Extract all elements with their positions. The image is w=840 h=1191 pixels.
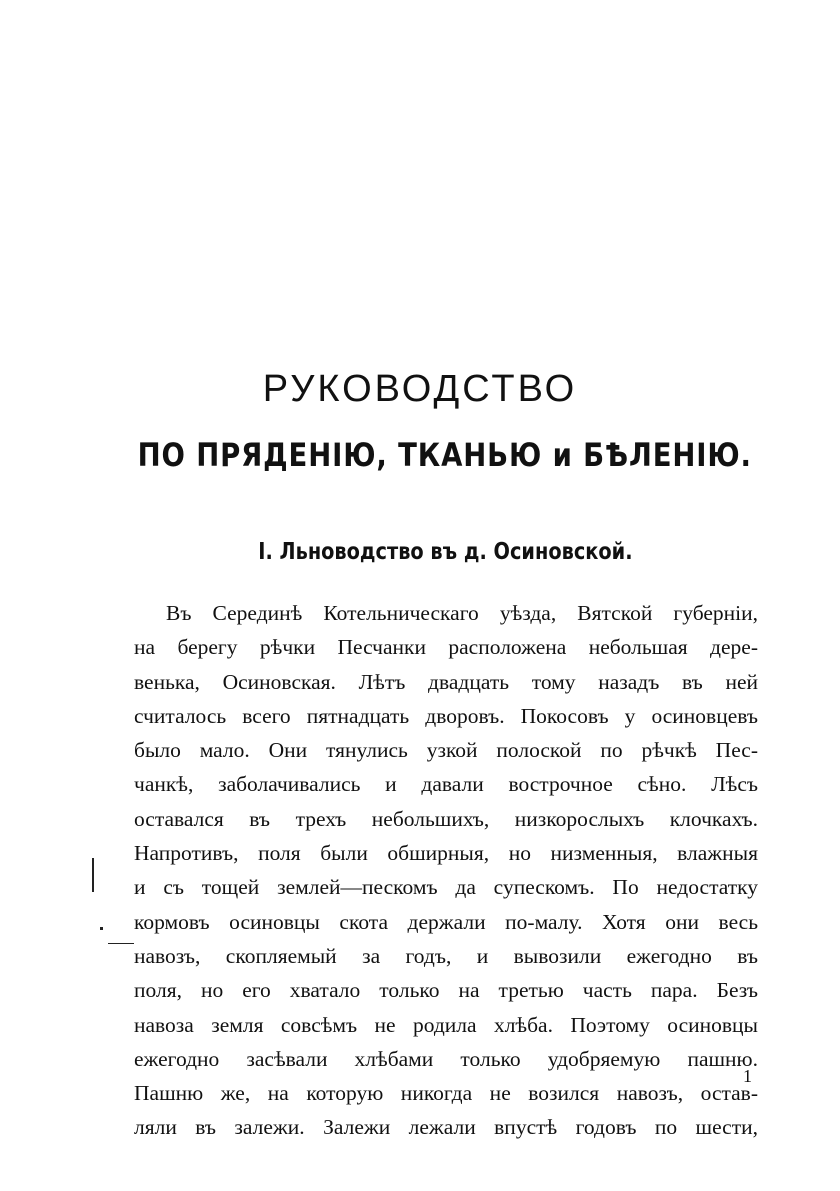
text-line: оставался въ трехъ небольшихъ, низкорослыхъ клочкахъ. [134, 806, 758, 831]
text-line: считалось всего пятнадцать дворовъ. Покосовъ у осиновцевъ [134, 703, 758, 728]
text-line: было мало. Они тянулись узкой полоской по рѣчкѣ Пес- [134, 738, 758, 763]
text-line: чанкѣ, заболачивались и давали вострочное сѣно. Лѣсъ [134, 772, 758, 797]
text-line: поля, но его хватало только на третью часть пара. Безъ [134, 978, 758, 1003]
page-subtitle: ПО ПРЯДЕНІЮ, ТКАНЬЮ и БѢЛЕНІЮ. [137, 436, 752, 474]
text-line: навоза земля совсѣмъ не родила хлѣба. Поэтому осиновцы [134, 1012, 758, 1037]
text-line: Въ Серединѣ Котельническаго уѣзда, Вятской губерніи, [166, 601, 758, 625]
text-line: Пашню же, на которую никогда не возился навозъ, остав- [134, 1081, 758, 1106]
text-line: навозъ, скопляемый за годъ, и вывозили ежегодно въ [134, 943, 758, 968]
section-heading: I. Льноводство въ д. Осиновской. [258, 539, 633, 565]
text-line: кормовъ осиновцы скота держали по-малу. Хотя они весь [134, 909, 758, 934]
page-number: 1 [743, 1066, 752, 1086]
text-line: ежегодно засѣвали хлѣбами только удобряемую пашню. [134, 1046, 758, 1071]
text-line: ляли въ залежи. Залежи лежали впустѣ годовъ по шести, [134, 1115, 758, 1140]
text-line: венька, Осиновская. Лѣтъ двадцать тому назадъ въ ней [134, 669, 758, 694]
text-line: на берегу рѣчки Песчанки расположена небольшая дере- [134, 635, 758, 660]
scan-mark [108, 943, 134, 944]
scan-mark [92, 858, 94, 892]
page-title: РУКОВОДСТВО [262, 368, 578, 410]
text-line: и съ тощей землей—пескомъ да супескомъ. По недостатку [134, 875, 758, 900]
body-paragraph [134, 596, 758, 1145]
scan-mark [100, 927, 103, 930]
text-line: Напротивъ, поля были обширныя, но низменныя, влажныя [134, 841, 758, 866]
